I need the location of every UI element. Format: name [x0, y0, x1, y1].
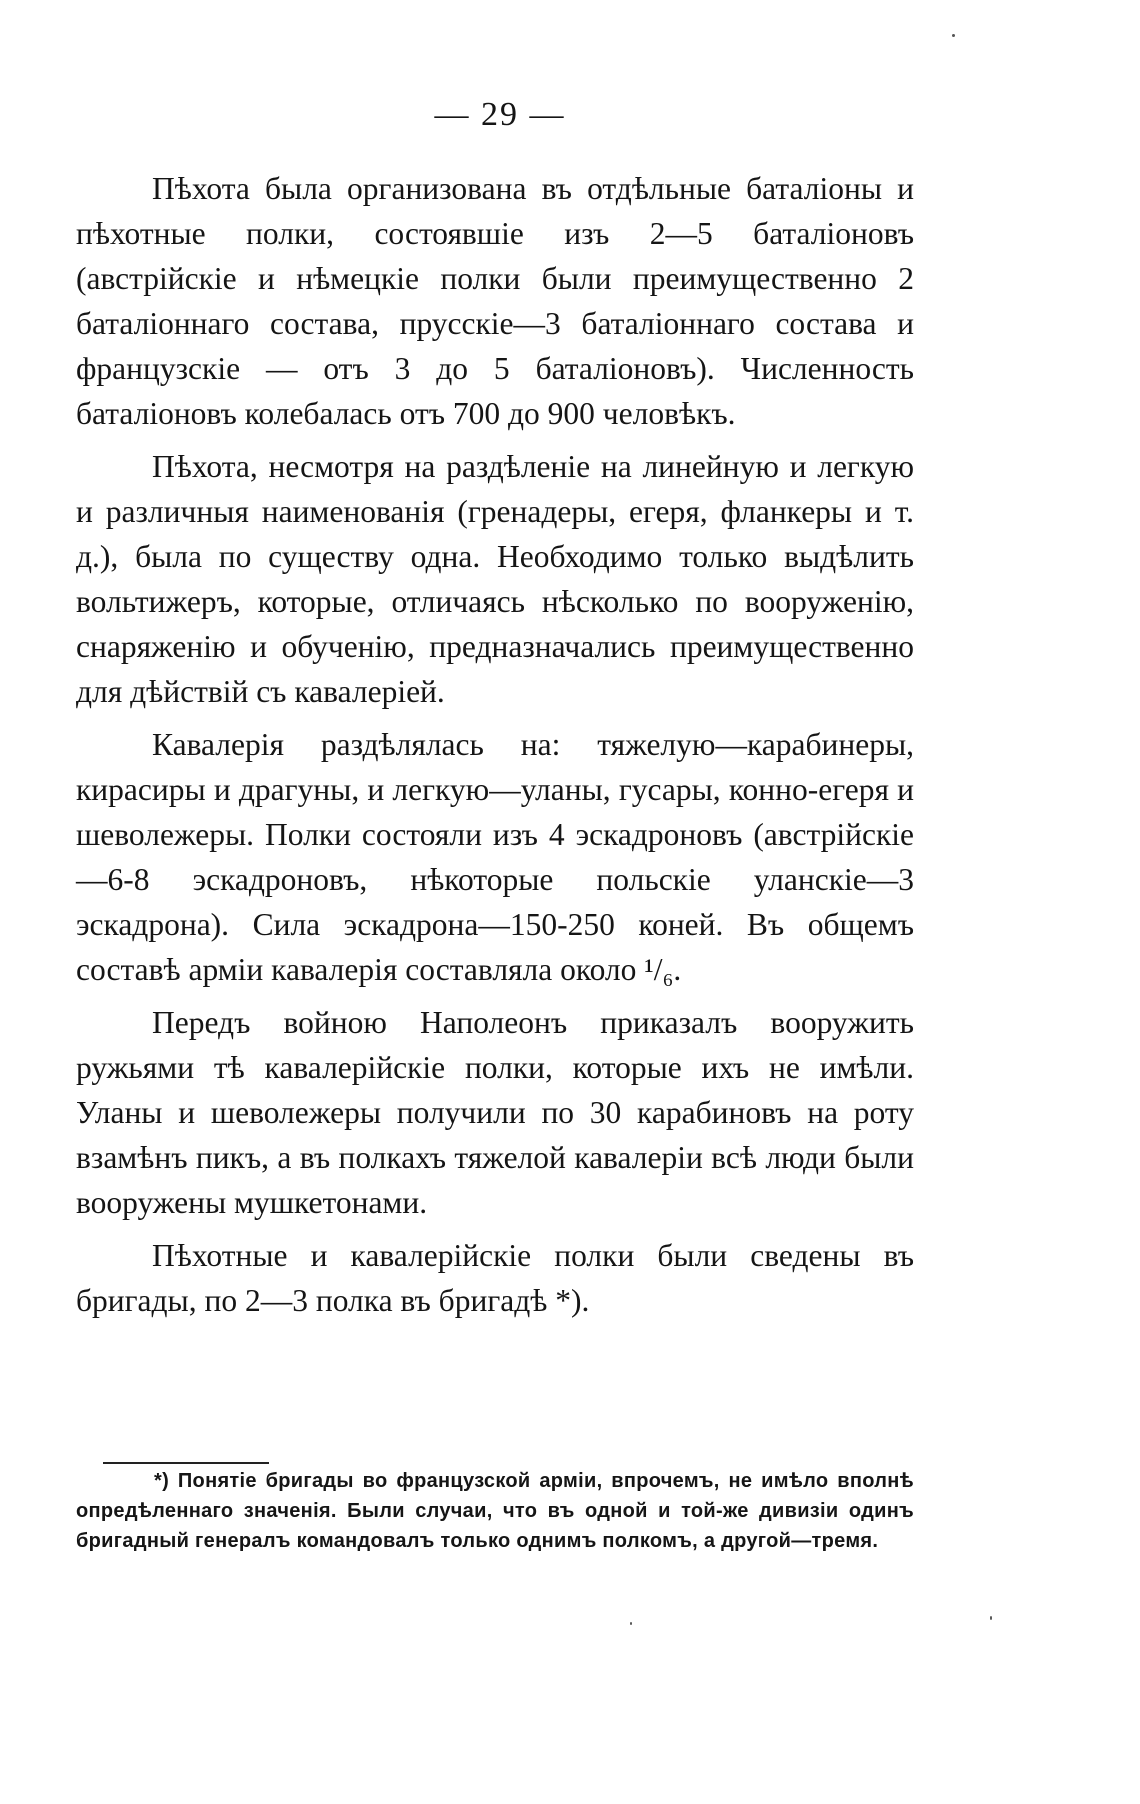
paper-speck: [990, 1616, 992, 1620]
page-number: — 29 —: [434, 96, 566, 133]
paragraph-infantry-types: Пѣхота, несмотря на раздѣленіе на линейную и легкую и различныя наименованія (гренадеры, егеря, фланкеры и т. д.), была по существу одна. Необходимо только выдѣлить вольтижеръ, которые, отличаясь нѣсколько по вооруженію, снаряженію и обученію, предназначались преимущественно для дѣйствій съ кавалеріей.: [76, 449, 914, 709]
paper-speck: [952, 34, 955, 37]
body-text: [76, 166, 914, 1331]
paragraph-cavalry-armament: Передъ войною Наполеонъ приказалъ вооружить ружьями тѣ кавалерійскіе полки, которые ихъ не имѣли. Уланы и шеволежеры получили по 30 карабиновъ на роту взамѣнъ пикъ, а въ полкахъ тяжелой кавалеріи всѣ люди были вооружены мушкетонами.: [76, 1005, 914, 1220]
paragraph-infantry-organization: Пѣхота была организована въ отдѣльные баталіоны и пѣхотные полки, состоявшіе изъ 2—5 баталіоновъ (австрійскіе и нѣмецкіе полки были преимущественно 2 баталіоннаго состава, прусскіе—3 баталіоннаго состава и французскіе — отъ 3 до 5 баталіоновъ). Численность баталіоновъ колебалась отъ 700 до 900 человѣкъ.: [76, 171, 914, 431]
footnote-divider: [103, 1462, 269, 1464]
footnote: *) Понятіе бригады во французской арміи, впрочемъ, не имѣло вполнѣ опредѣленнаго значенія. Были случаи, что въ одной и той-же дивизіи одинъ бригадный генералъ командовалъ только однимъ полкомъ, а другой—тремя.: [76, 1470, 914, 1552]
paper-speck: [630, 1622, 632, 1625]
paragraph-cavalry-division: Кавалерія раздѣлялась на: тяжелую—карабинеры, кирасиры и драгуны, и легкую—уланы, гусары, конно-егеря и шеволежеры. Полки состояли изъ 4 эскадроновъ (австрійскіе—6-8 эскадроновъ, нѣкоторые польскіе уланскіе—3 эскадрона). Сила эскадрона—150-250 коней. Въ общемъ составѣ арміи кавалерія составляла около ¹/₆.: [76, 727, 914, 987]
paragraph-brigades: Пѣхотные и кавалерійскіе полки были сведены въ бригады, по 2—3 полка въ бригадѣ *).: [76, 1238, 914, 1318]
